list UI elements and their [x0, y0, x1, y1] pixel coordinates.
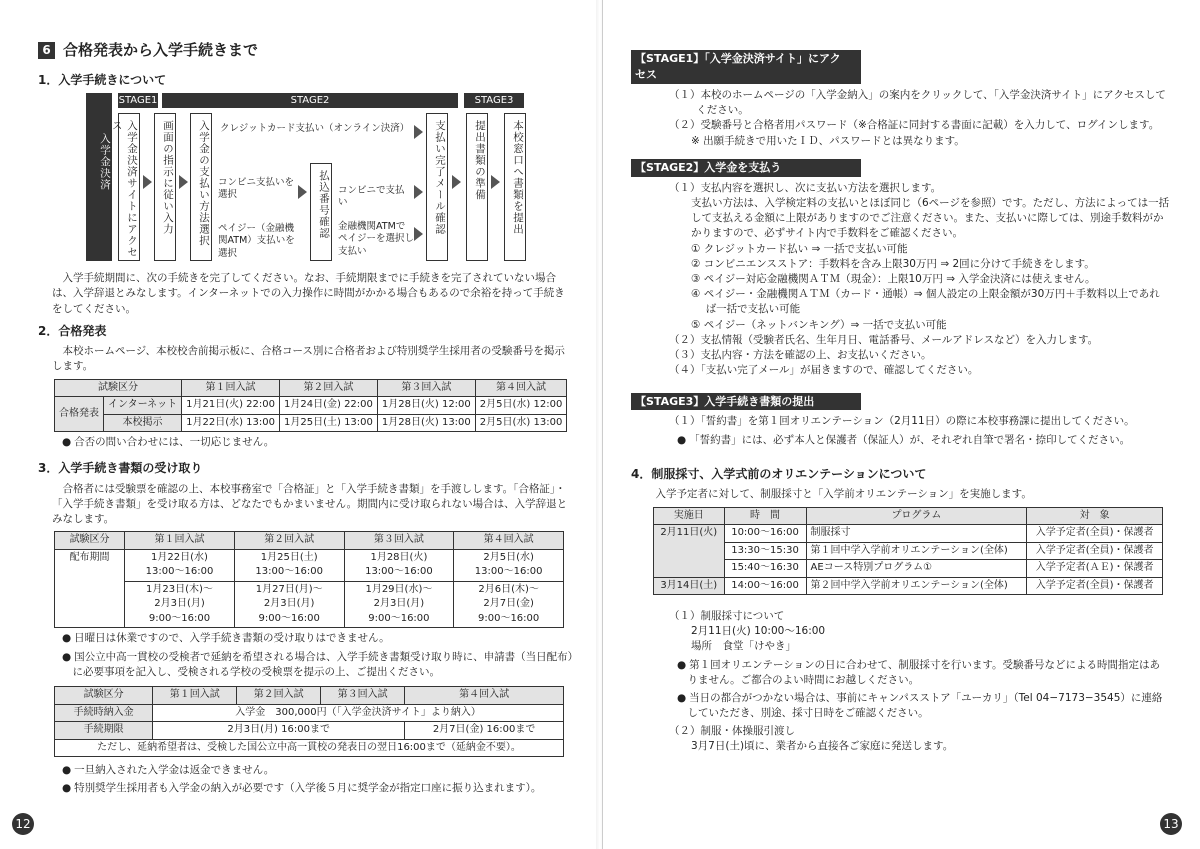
- s2-title: 2．合格発表: [38, 323, 107, 338]
- date-to: 2月7日(金): [483, 598, 534, 610]
- flow-confirm-number: 払込番号確認: [310, 163, 332, 261]
- time: 13:00～16:00: [255, 566, 324, 578]
- table-row-label: 手続期限: [55, 722, 153, 740]
- uniform-delivery-text: 3月7日(土)頃に、業者から直接各ご家庭に発送します。: [691, 739, 954, 752]
- table-header: 第１回入試: [125, 532, 235, 550]
- table-cell: [344, 549, 454, 581]
- orientation-table: [653, 507, 1163, 596]
- page-number: 13: [1160, 813, 1182, 835]
- table-header: 試験区分: [55, 687, 153, 705]
- s3-note-sunday: ● 日曜日は休業ですので、入学手続き書類の受け取りはできません。: [62, 631, 574, 646]
- s1-title: 1．入学手続きについて: [38, 72, 167, 87]
- table-cell: 本校掲示: [104, 414, 182, 432]
- section-title-text: 合格発表から入学手続きまで: [63, 41, 259, 59]
- stage1-step2-note: ※ 出願手続きで用いたＩＤ、パスワードとは異なります。: [691, 134, 965, 147]
- procedure-flow-diagram: [86, 93, 556, 261]
- s4-title: 4．制服採寸、入学式前のオリエンテーションについて: [631, 466, 927, 481]
- section-title: [38, 40, 574, 62]
- table-cell: 13:30～15:30: [724, 542, 806, 560]
- flow-arrow-icon: [179, 175, 188, 189]
- s3-note-refund: ● 一旦納入された入学金は返金できません。: [62, 763, 574, 778]
- table-cell: 第２回中学入学前オリエンテーション(全体): [806, 577, 1027, 595]
- table-cell: 14:00～16:00: [724, 577, 806, 595]
- time: 9:00～16:00: [477, 612, 540, 624]
- section-number: 6: [38, 42, 55, 59]
- announcement-table: [54, 379, 567, 433]
- stage2-step3: （３）支払内容・方法を確認の上、お支払いください。: [669, 349, 932, 362]
- stage2-step4: （４）「支払い完了メール」が届きますので、確認してください。: [669, 364, 979, 377]
- time: 13:00～16:00: [474, 566, 543, 578]
- flow-stage2: STAGE2: [162, 93, 458, 108]
- payment-method-2: ② コンビニエンスストア：手数料を含み上限30万円 ⇒ 2回に分けて手続きをします。: [691, 257, 1095, 270]
- s3-note-deferral: ● 国公立中高一貫校の受検者で延納を希望される場合は、入学手続き書類受け取り時に、申請書（当日配布）に必要事項を記入し、受検される学校の受検票を提示の上、ご提出ください。: [62, 650, 574, 680]
- table-date: 3月14日(土): [654, 577, 725, 595]
- uniform-place: 場所 食堂「けやき」: [691, 640, 796, 653]
- table-header: 第２回入試: [237, 687, 321, 705]
- date-to: 2月3日(月): [263, 598, 315, 610]
- table-header: プログラム: [806, 507, 1027, 525]
- table-cell: 1月25日(土) 13:00: [280, 414, 378, 432]
- flow-credit: クレジットカード支払い（オンライン決済）: [220, 123, 410, 135]
- flow-arrow-icon: [414, 125, 423, 139]
- stage2-step1: （１）支払内容を選択し、次に支払い方法を選択します。: [669, 181, 942, 194]
- flow-atm-pay: 金融機関ATMでペイジーを選択し支払い: [338, 221, 415, 257]
- date-from: 1月29日(水)～: [365, 583, 433, 595]
- flow-access-site: 入学金決済サイトにアクセス: [118, 113, 140, 261]
- table-cell: [125, 549, 235, 581]
- flow-arrow-icon: [143, 175, 152, 189]
- table-header: 第１回入試: [153, 687, 237, 705]
- table-cell: 入学予定者(ＡＥ)・保護者: [1027, 560, 1163, 578]
- date-from: 1月23日(木)～: [146, 583, 213, 595]
- uniform-note-1: ● 第１回オリエンテーションの日に合わせて、制服採寸を行います。受験番号などによる時間指定はありません。ご都合のよい時間にお越しください。: [677, 658, 1170, 688]
- date-to: 2月3日(月): [373, 598, 425, 610]
- table-cell: [454, 549, 564, 581]
- stage1-step1: （１）本校のホームページの「入学金納入」の案内をクリックして、「入学金決済サイト」にアクセスしてください。: [669, 88, 1166, 117]
- date: 1月22日(水): [151, 551, 208, 563]
- uniform-heading: （１）制服採寸について: [669, 610, 785, 623]
- payment-method-3: ③ ペイジー対応金融機関ＡＴＭ（現金）：上限10万円 ⇒ 入学金決済には使えません。: [691, 273, 1096, 285]
- flow-arrow-icon: [414, 185, 423, 199]
- flow-select-method: 入学金の支払い方法選択: [190, 113, 212, 261]
- stage2-step1-detail: 支払い方法は、入学検定料の支払いとほぼ同じ（6ページを参照）です。ただし、方法によっては一括して支払える金額に上限がありますのでご注意ください。また、支払いに際しては、別途手数料がかかりますので、必ずサイト内で手数料をご確認ください。: [691, 196, 1170, 240]
- table-header: 第３回入試: [321, 687, 405, 705]
- table-header: 第３回入試: [344, 532, 454, 550]
- flow-convenience: コンビニ支払いを選択: [218, 177, 295, 201]
- time: 9:00～16:00: [148, 612, 211, 624]
- table-date: 2月11日(火): [654, 525, 725, 578]
- time: 13:00～16:00: [145, 566, 214, 578]
- uniform-date: 2月11日(火) 10:00～16:00: [691, 625, 826, 638]
- table-cell: 第１回中学入学前オリエンテーション(全体): [806, 542, 1027, 560]
- s3-note-scholarship: ● 特別奨学生採用者も入学金の納入が必要です（入学後５月に奨学金が指定口座に振り込まれます）。: [62, 781, 574, 796]
- s3-body: 合格者には受験票を確認の上、本校事務室で「合格証」と「入学手続き書類」を手渡しします。「合格証」・「入学手続き書類」を受け取る方は、どなたでもかまいません。期間内に受け取られない場合は、入学辞退とみなします。: [52, 482, 568, 526]
- flow-arrow-icon: [491, 175, 500, 189]
- table-cell: 制服採寸: [806, 525, 1027, 543]
- payment-table: [54, 686, 564, 757]
- flow-input: 画面の指示に従い入力: [154, 113, 176, 261]
- time: 13:00～16:00: [365, 566, 433, 578]
- table-cell: 2月5日(水) 12:00: [475, 397, 567, 415]
- flow-convenience-pay: コンビニで支払い: [338, 185, 405, 209]
- time: 9:00～16:00: [258, 612, 320, 624]
- table-cell: 入学予定者(全員)・保護者: [1027, 542, 1163, 560]
- table-cell: [454, 581, 564, 628]
- time: 9:00～16:00: [368, 612, 430, 624]
- flow-side-label: 入学金決済: [86, 93, 112, 261]
- stage3-note: ● 「誓約書」には、必ず本人と保護者（保証人）が、それぞれ自筆で署名・捺印してください。: [677, 433, 1170, 448]
- table-header: 対 象: [1027, 507, 1163, 525]
- stage2-step2: （２）支払情報（受験者氏名、生年月日、電話番号、メールアドレスなど）を入力します。: [669, 333, 1099, 346]
- table-row-label: 手続時納入金: [55, 704, 153, 722]
- table-cell: 入学予定者(全員)・保護者: [1027, 525, 1163, 543]
- stage3-step1: （１）「誓約書」を第１回オリエンテーション（2月11日）の際に本校事務課に提出してください。: [669, 415, 1135, 428]
- table-header: 第３回入試: [377, 379, 475, 397]
- date-from: 1月27日(月)～: [255, 583, 323, 595]
- date-to: 2月3日(月): [154, 598, 205, 610]
- table-group-label: 配布期間: [55, 549, 125, 628]
- date: 1月28日(火): [370, 551, 428, 563]
- table-cell: 1月22日(水) 13:00: [182, 414, 280, 432]
- flow-prepare-docs: 提出書類の準備: [466, 113, 488, 261]
- table-cell: 2月3日(月) 16:00まで: [153, 722, 405, 740]
- distribution-table: [54, 531, 564, 628]
- payment-method-1: ① クレジットカード払い ⇒ 一括で支払い可能: [691, 242, 908, 255]
- table-cell: [344, 581, 454, 628]
- stage1-heading: 【STAGE1】「入学金決済サイト」にアクセス: [631, 50, 861, 84]
- stage2-heading: 【STAGE2】入学金を支払う: [631, 159, 861, 177]
- table-cell: 10:00～16:00: [724, 525, 806, 543]
- flow-stage1: STAGE1: [118, 95, 158, 107]
- table-header: 第４回入試: [454, 532, 564, 550]
- s4-body: 入学予定者に対して、制服採寸と「入学前オリエンテーション」を実施します。: [655, 488, 1032, 501]
- table-cell: 15:40～16:30: [724, 560, 806, 578]
- s3-title: 3．入学手続き書類の受け取り: [38, 461, 203, 476]
- table-cell: [125, 581, 235, 628]
- table-cell: 入学予定者(全員)・保護者: [1027, 577, 1163, 595]
- left-page: [0, 0, 598, 849]
- table-header: 実施日: [654, 507, 725, 525]
- table-cell: [234, 581, 344, 628]
- table-cell: 入学金 300,000円（「入学金決済サイト」より納入）: [153, 704, 564, 722]
- table-cell: 1月28日(火) 13:00: [377, 414, 475, 432]
- table-cell: 2月5日(水) 13:00: [475, 414, 567, 432]
- table-header: 時 間: [724, 507, 806, 525]
- table-cell: 1月28日(火) 12:00: [377, 397, 475, 415]
- flow-complete-mail: 支払い完了メール確認: [426, 113, 448, 261]
- flow-payeasy: ペイジー（金融機関ATM）支払いを選択: [218, 223, 295, 259]
- date: 2月5日(水): [483, 551, 534, 563]
- table-header: 第２回入試: [234, 532, 344, 550]
- table-cell: 2月7日(金) 16:00まで: [405, 722, 564, 740]
- flow-submit-docs: 本校窓口へ書類を提出: [504, 113, 526, 261]
- payment-method-5: ⑤ ペイジー（ネットバンキング）⇒ 一括で支払い可能: [691, 318, 947, 331]
- table-cell: 1月24日(金) 22:00: [280, 397, 378, 415]
- table-header: 試験区分: [55, 379, 182, 397]
- s2-body: 本校ホームページ、本校校舎前掲示板に、合格コース別に合格者および特別奨学生採用者の受験番号を掲示します。: [52, 345, 565, 373]
- table-cell: [234, 549, 344, 581]
- table-cell: 1月21日(火) 22:00: [182, 397, 280, 415]
- flow-arrow-icon: [414, 227, 423, 241]
- date-from: 2月6日(木)～: [478, 583, 539, 595]
- stage3-heading: 【STAGE3】入学手続き書類の提出: [631, 393, 861, 411]
- uniform-delivery-heading: （２）制服・体操服引渡し: [669, 724, 795, 737]
- table-group-label: 合格発表: [55, 397, 104, 432]
- date: 1月25日(土): [260, 551, 318, 563]
- page-number: 12: [12, 813, 34, 835]
- table-header: 第１回入試: [182, 379, 280, 397]
- table-header: 試験区分: [55, 532, 125, 550]
- flow-arrow-icon: [298, 185, 307, 199]
- right-page: [602, 0, 1200, 849]
- s2-note: ● 合否の問い合わせには、一切応じません。: [62, 435, 574, 450]
- s1-body: 入学手続期間に、次の手続きを完了してください。なお、手続期限までに手続きを完了されていない場合は、入学辞退とみなします。インターネットでの入力操作に時間がかかる場合もあるので余裕を持って手続きをしてください。: [52, 272, 565, 315]
- table-cell: インターネット: [104, 397, 182, 415]
- table-cell: ただし、延納希望者は、受検した国公立中高一貫校の発表日の翌日16:00まで（延納金不要）。: [55, 739, 564, 757]
- flow-arrow-icon: [452, 175, 461, 189]
- payment-method-4: ④ ペイジー・金融機関ＡＴＭ（カード・通帳）⇒ 個人設定の上限金額が30万円＋手数料以上であれば一括で支払い可能: [691, 288, 1160, 316]
- flow-stage3: STAGE3: [464, 93, 524, 108]
- table-header: 第４回入試: [475, 379, 567, 397]
- stage1-step2: （２）受験番号と合格者用パスワード（※合格証に同封する書面に記載）を入力して、ログインします。: [669, 119, 1160, 132]
- table-cell: AEコース特別プログラム①: [806, 560, 1027, 578]
- uniform-note-2: ● 当日の都合がつかない場合は、事前にキャンパスストア「ユーカリ」（Tel 04−7173−3545）に連絡していただき、別途、採寸日時をご確認ください。: [677, 691, 1170, 721]
- table-header: 第２回入試: [280, 379, 378, 397]
- table-header: 第４回入試: [405, 687, 564, 705]
